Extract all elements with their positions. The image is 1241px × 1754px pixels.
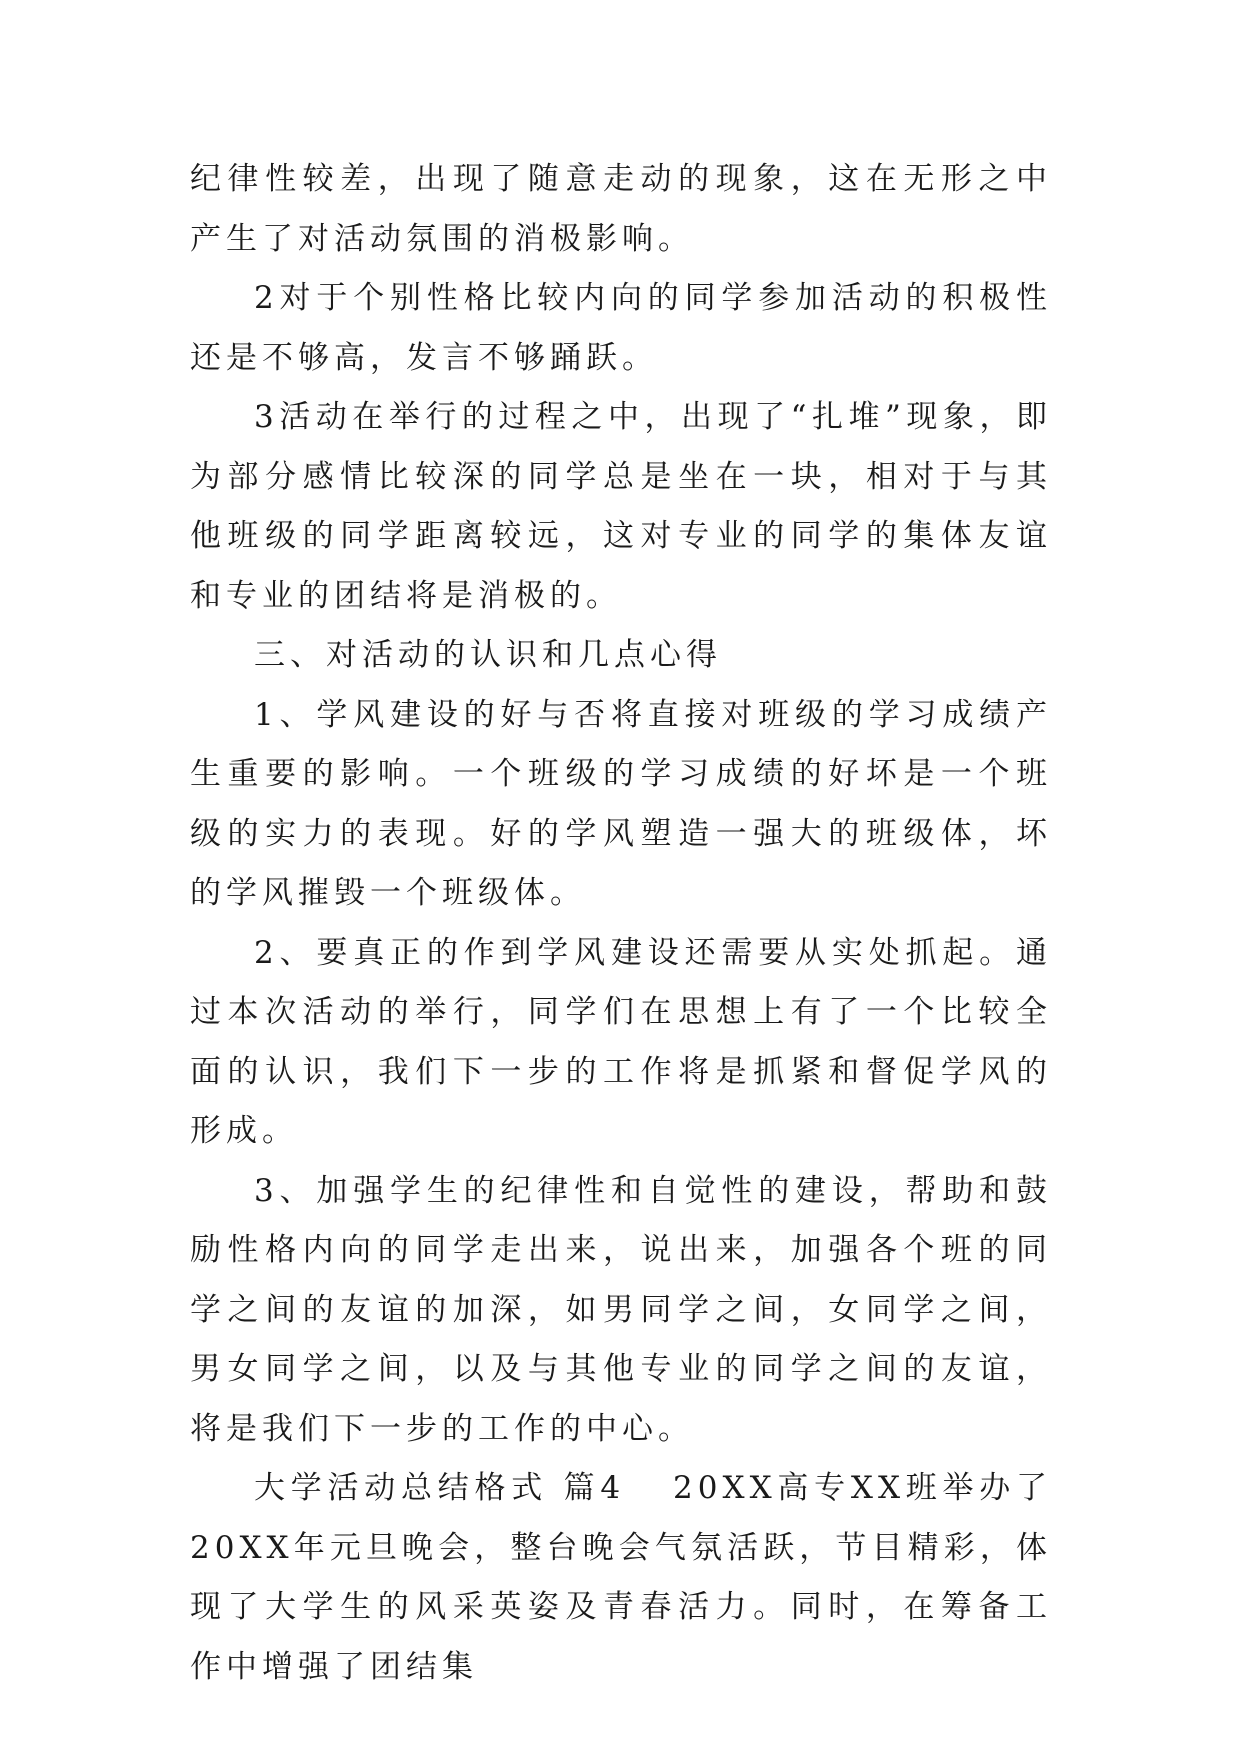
paragraph-5: 1、学风建设的好与否将直接对班级的学习成绩产生重要的影响。一个班级的学习成绩的好坏是一个班级的实力的表现。好的学风塑造一强大的班级体，坏的学风摧毁一个班级体。 [190, 696, 1052, 911]
paragraph-2: 2对于个别性格比较内向的同学参加活动的积极性还是不够高，发言不够踊跃。 [190, 280, 1052, 376]
section-heading: 三、对活动的认识和几点心得 [254, 637, 722, 673]
document-body [190, 150, 1052, 1697]
paragraph-6: 2、要真正的作到学风建设还需要从实处抓起。通过本次活动的举行，同学们在思想上有了一个比较全面的认识，我们下一步的工作将是抓紧和督促学风的形成。 [190, 934, 1052, 1149]
article-heading: 大学活动总结格式 篇4 [254, 1470, 626, 1506]
paragraph-3: 3活动在举行的过程之中，出现了“扎堆”现象，即为部分感情比较深的同学总是坐在一块，相对于与其他班级的同学距离较远，这对专业的同学的集体友谊和专业的团结将是消极的。 [190, 399, 1052, 614]
paragraph-1: 纪律性较差，出现了随意走动的现象，这在无形之中产生了对活动氛围的消极影响。 [190, 161, 1052, 257]
article-intro-text: 20XX高专XX班举办了20XX年元旦晚会，整台晚会气氛活跃，节目精彩，体现了大学生的风采英姿及青春活力。同时，在筹备工作中增强了团结集 [190, 1470, 1052, 1685]
paragraph-8 [190, 1459, 1052, 1697]
paragraph-7: 3、加强学生的纪律性和自觉性的建设，帮助和鼓励性格内向的同学走出来，说出来，加强各个班的同学之间的友谊的加深，如男同学之间，女同学之间，男女同学之间，以及与其他专业的同学之间的友谊，将是我们下一步的工作的中心。 [190, 1172, 1052, 1447]
